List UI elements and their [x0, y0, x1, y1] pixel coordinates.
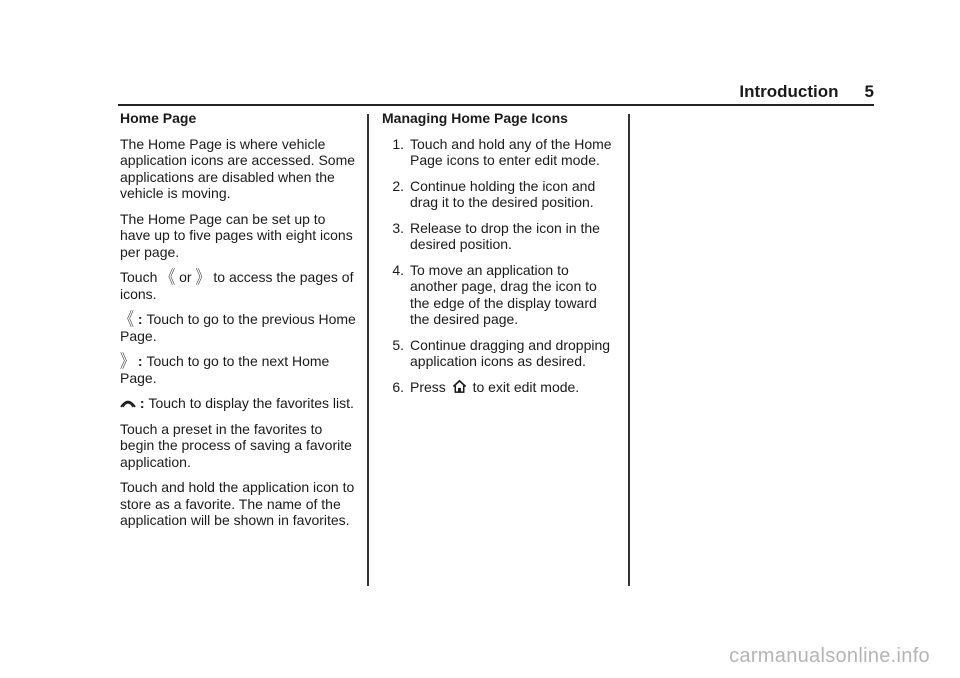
paragraph: Touch and hold the application icon to store as a favorite. The name of the application will be shown in favorites.: [120, 479, 355, 528]
section-heading: Managing Home Page Icons: [382, 110, 568, 126]
previous-page-icon: 《: [120, 308, 134, 330]
favorites-icon: [120, 398, 136, 408]
list-item: 4. To move an application to another page, drag the icon to the edge of the display toward the desired page.: [392, 261, 597, 327]
left-column: [120, 110, 356, 538]
list-item: 1. Touch and hold any of the Home Page icons to enter edit mode.: [392, 135, 612, 168]
home-icon: [452, 379, 467, 394]
list-item: 6. Press to exit edit mode.: [392, 378, 580, 395]
next-page-description: 》 : Touch to go to the next Home Page.: [120, 350, 330, 386]
previous-page-icon: 《: [161, 266, 176, 288]
touch-instruction: Touch 《 or 》 to access the pages of icons.: [120, 266, 354, 302]
paragraph: Touch a preset in the favorites to begin the process of saving a favorite application.: [120, 420, 352, 470]
steps-list: [382, 136, 618, 396]
list-item: 2. Continue holding the icon and drag it to the desired position.: [392, 177, 596, 210]
next-page-icon: 》: [120, 350, 134, 372]
paragraph: The Home Page can be set up to have up to five pages with eight icons per page.: [120, 210, 353, 260]
page-header: [739, 82, 874, 102]
page-number: 5: [864, 82, 874, 101]
list-item: 3. Release to drop the icon in the desired position.: [392, 219, 600, 252]
favorites-description: : Touch to display the favorites list.: [120, 395, 356, 412]
column-divider: [367, 114, 369, 586]
list-item: 5. Continue dragging and dropping application icons as desired.: [392, 336, 611, 369]
column-divider: [628, 114, 630, 586]
next-page-icon: 》: [195, 266, 210, 288]
previous-page-description: 《 : Touch to go to the previous Home Page.: [120, 308, 356, 344]
section-title: Introduction: [739, 82, 839, 101]
watermark: carmanualsonline.info: [729, 645, 930, 667]
section-heading: Home Page: [120, 110, 197, 126]
paragraph: The Home Page is where vehicle application icons are accessed. Some applications are disabled when the vehicle is moving.: [120, 135, 356, 201]
header-rule: [118, 104, 874, 106]
right-column: [382, 110, 618, 404]
